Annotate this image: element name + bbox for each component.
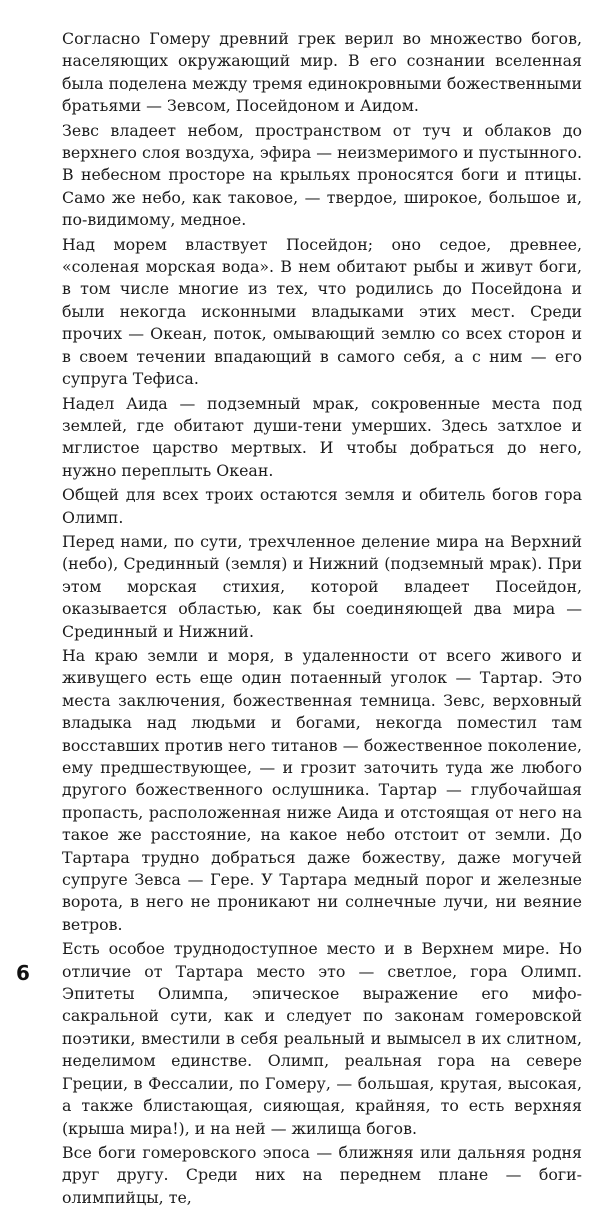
paragraph-threefold-division: Перед нами, по сути, трехчленное деление мира на Верхний (небо), Срединный (земля) и Нижний (подземный мрак). При этом морская стихия, которой владеет Посейдон, оказывается областью, как бы соединяющей два мира — Срединный и Нижний. <box>62 531 582 641</box>
paragraph-common-earth-olympus: Общей для всех троих остаются земля и обитель богов гора Олимп. <box>62 485 582 527</box>
paragraph-hades-underworld: Надел Аида — подземный мрак, сокровенные места под землей, где обитают души-тени умерших. Здесь затхлое и мглистое царство мертвых. И чтобы добраться до него, нужно переплыть Океан. <box>62 393 582 480</box>
paragraph-olympus: Есть особое труднодоступное место и в Верхнем мире. Но отличие от Тартара место это — светлое, гора Олимп. Эпитеты Олимпа, эпическое выражение его мифо-сакральной сути, как и следует по законам гомеровской поэтики, вместили в себя реальный и вымысел в их слитном, неделимом единстве. Олимп, реальная гора на севере Греции, в Фессалии, по Гомеру, — большая, крутая, высокая, а также блистающая, сияющая, крайняя, то есть верхняя (крыша мира!), и на ней — жилища богов. <box>62 939 582 1138</box>
paragraph-homeric-gods: Все боги гомеровского эпоса — ближняя или дальняя родня друг другу. Среди них на переднем плане — боги-олимпийцы, те, <box>62 1142 582 1207</box>
paragraph-poseidon-sea: Над морем властвует Посейдон; оно седое, древнее, «соленая морская вода». В нем обитают рыбы и живут боги, в том числе многие из тех, что родились до Посейдона и были некогда исконными владыками этих мест. Среди прочих — Океан, поток, омывающий землю со всех сторон и в своем течении впадающий в самого себя, а с ним — его супруга Тефиса. <box>62 234 582 389</box>
page-number: 6 <box>16 961 30 985</box>
paragraph-zeus-sky: Зевс владеет небом, пространством от туч и облаков до верхнего слоя воздуха, эфира — неизмеримого и пустынного. В небесном просторе на крыльях проносятся боги и птицы. Само же небо, как таковое, — твердое, широкое, большое и, по-видимому, медное. <box>62 120 582 230</box>
paragraph-tartarus: На краю земли и моря, в удаленности от всего живого и живущего есть еще один потаенный уголок — Тартар. Это места заключения, божественная темница. Зевс, верховный владыка над людьми и богами, некогда поместил там восставших против него титанов — божественное поколение, ему предшествующее, — и грозит заточить туда же любого другого божественного ослушника. Тартар — глубочайшая пропасть, расположенная ниже Аида и отстоящая от него на такое же расстояние, на какое небо отстоит от земли. До Тартара трудно добраться даже божеству, даже могучей супруге Зевса — Гере. У Тартара медный порог и железные ворота, в него не проникают ни солнечные лучи, ни веяние ветров. <box>62 645 582 934</box>
paragraph-homer-many-gods: Согласно Гомеру древний грек верил во множество богов, населяющих окружающий мир. В его сознании вселенная была поделена между тремя единокровными божественными братьями — Зевсом, Посейдоном и Аидом. <box>62 29 582 116</box>
